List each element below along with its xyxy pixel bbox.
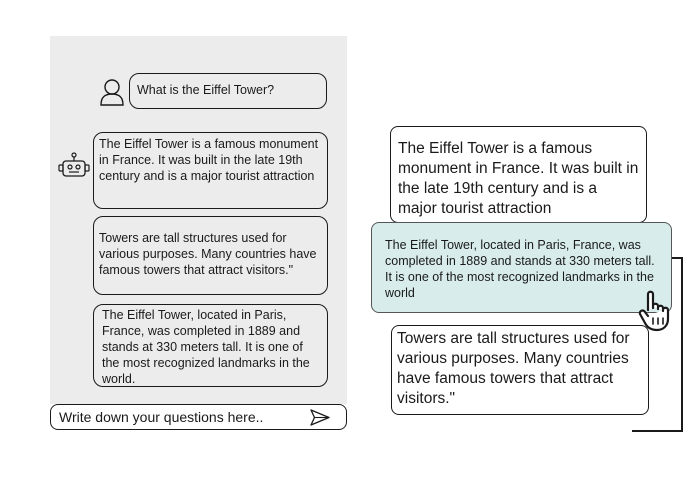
response-card-3[interactable]: Towers are tall structures used for various purposes. Many countries have famous towers that attract visitors." — [391, 325, 649, 415]
user-icon — [99, 78, 125, 106]
user-question-bubble: What is the Eiffel Tower? — [129, 73, 327, 109]
bot-response-3: The Eiffel Tower, located in Paris, France, was completed in 1889 and stands at 330 meters tall. It is one of the most recognized landmarks in the world. — [93, 304, 328, 387]
robot-icon — [58, 152, 90, 180]
response-card-1[interactable]: The Eiffel Tower is a famous monument in France. It was built in the late 19th century and is a major tourist attraction — [390, 126, 647, 223]
bot-response-1: The Eiffel Tower is a famous monument in France. It was built in the late 19th century and is a major tourist attraction — [93, 132, 328, 209]
send-icon[interactable] — [310, 409, 330, 426]
response-card-2-dragged[interactable]: The Eiffel Tower, located in Paris, France, was completed in 1889 and stands at 330 meters tall. It is one of the most recognized landmarks in the world — [371, 222, 672, 313]
bot-response-2: Towers are tall structures used for various purposes. Many countries have famous towers that attract visitors." — [93, 216, 328, 295]
input-placeholder: Write down your questions here.. — [59, 409, 264, 425]
question-input[interactable] — [50, 404, 347, 430]
hand-cursor-icon — [636, 288, 682, 334]
